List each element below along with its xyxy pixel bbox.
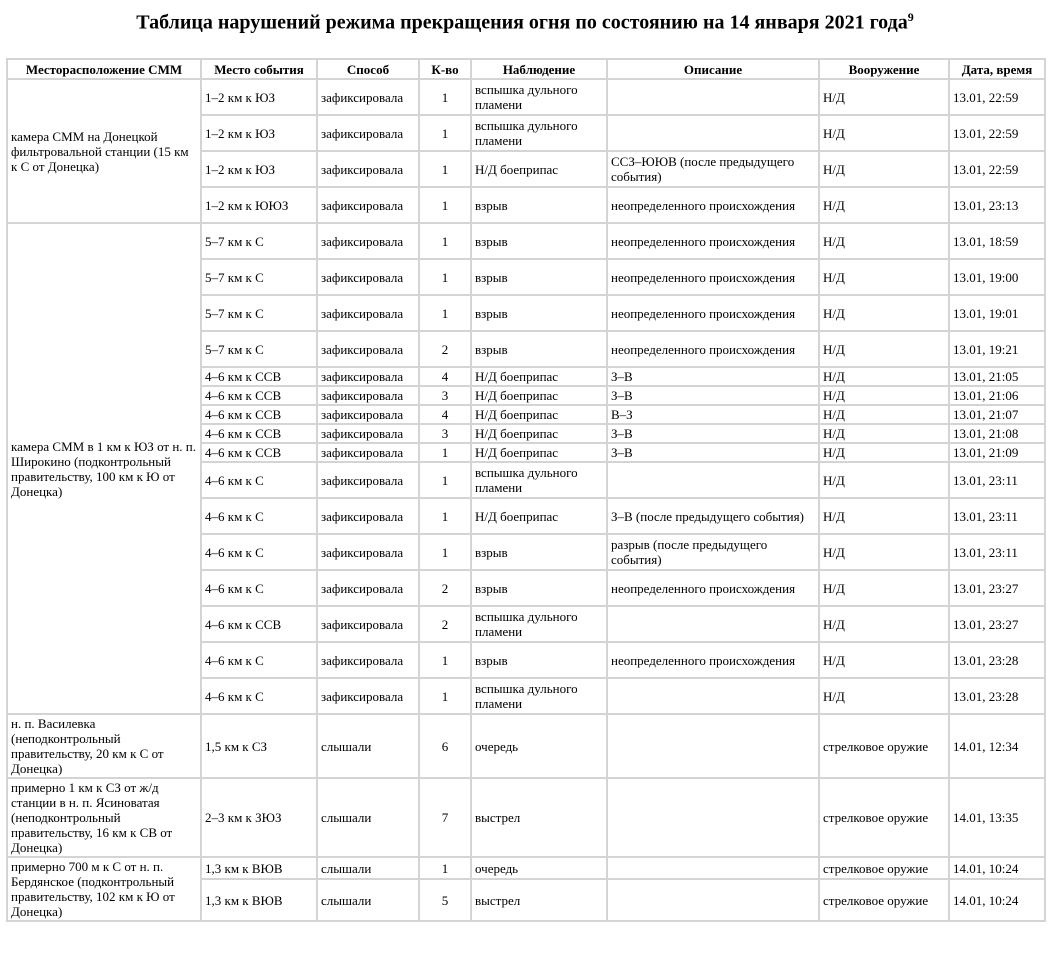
cell-weapon: Н/Д	[819, 534, 949, 570]
cell-count: 1	[419, 223, 471, 259]
cell-datetime: 13.01, 21:08	[949, 424, 1045, 443]
cell-description: неопределенного происхождения	[607, 570, 819, 606]
cell-weapon: Н/Д	[819, 678, 949, 714]
header-count: К-во	[419, 59, 471, 79]
header-row	[7, 59, 1045, 79]
cell-description: З–В	[607, 367, 819, 386]
cell-observation: взрыв	[471, 187, 607, 223]
cell-event-place: 1–2 км к ЮЗ	[201, 115, 317, 151]
cell-datetime: 13.01, 23:27	[949, 606, 1045, 642]
cell-datetime: 13.01, 22:59	[949, 151, 1045, 187]
cell-datetime: 13.01, 21:05	[949, 367, 1045, 386]
cell-observation: Н/Д боеприпас	[471, 386, 607, 405]
cell-weapon: Н/Д	[819, 295, 949, 331]
table-row	[7, 857, 1045, 879]
cell-datetime: 13.01, 23:28	[949, 642, 1045, 678]
cell-event-place: 1,5 км к СЗ	[201, 714, 317, 778]
cell-observation: взрыв	[471, 534, 607, 570]
cell-description	[607, 79, 819, 115]
cell-datetime: 14.01, 10:24	[949, 857, 1045, 879]
cell-observation: очередь	[471, 857, 607, 879]
cell-datetime: 13.01, 21:09	[949, 443, 1045, 462]
cell-event-place: 4–6 км к С	[201, 642, 317, 678]
cell-count: 2	[419, 331, 471, 367]
cell-method: зафиксировала	[317, 79, 419, 115]
cell-location: н. п. Василевка (неподконтрольный правительству, 20 км к С от Донецка)	[7, 714, 201, 778]
table-row	[7, 778, 1045, 857]
cell-method: зафиксировала	[317, 678, 419, 714]
table-row	[7, 223, 1045, 259]
cell-description: В–З	[607, 405, 819, 424]
cell-method: зафиксировала	[317, 367, 419, 386]
cell-weapon: стрелковое оружие	[819, 879, 949, 921]
cell-count: 1	[419, 534, 471, 570]
cell-count: 3	[419, 386, 471, 405]
cell-observation: взрыв	[471, 642, 607, 678]
cell-location: примерно 1 км к СЗ от ж/д станции в н. п. Ясиноватая (неподконтрольный правительству, 16 км к СВ от Донецка)	[7, 778, 201, 857]
cell-datetime: 13.01, 21:06	[949, 386, 1045, 405]
cell-event-place: 5–7 км к С	[201, 331, 317, 367]
cell-datetime: 13.01, 18:59	[949, 223, 1045, 259]
cell-count: 4	[419, 405, 471, 424]
cell-observation: Н/Д боеприпас	[471, 424, 607, 443]
cell-observation: вспышка дульного пламени	[471, 115, 607, 151]
cell-weapon: Н/Д	[819, 570, 949, 606]
cell-description: неопределенного происхождения	[607, 331, 819, 367]
cell-observation: выстрел	[471, 778, 607, 857]
cell-method: зафиксировала	[317, 151, 419, 187]
cell-description: разрыв (после предыдущего события)	[607, 534, 819, 570]
cell-description	[607, 115, 819, 151]
cell-location: камера СММ на Донецкой фильтровальной станции (15 км к С от Донецка)	[7, 79, 201, 223]
cell-method: зафиксировала	[317, 115, 419, 151]
cell-weapon: Н/Д	[819, 331, 949, 367]
cell-count: 7	[419, 778, 471, 857]
cell-description	[607, 462, 819, 498]
cell-weapon: Н/Д	[819, 424, 949, 443]
cell-observation: взрыв	[471, 331, 607, 367]
cell-method: зафиксировала	[317, 259, 419, 295]
cell-observation: вспышка дульного пламени	[471, 462, 607, 498]
cell-datetime: 13.01, 22:59	[949, 79, 1045, 115]
cell-method: слышали	[317, 778, 419, 857]
cell-method: зафиксировала	[317, 443, 419, 462]
cell-description: неопределенного происхождения	[607, 642, 819, 678]
header-description: Описание	[607, 59, 819, 79]
cell-weapon: Н/Д	[819, 79, 949, 115]
header-event-place: Место события	[201, 59, 317, 79]
cell-weapon: Н/Д	[819, 498, 949, 534]
table-row	[7, 79, 1045, 115]
cell-count: 1	[419, 259, 471, 295]
cell-count: 1	[419, 115, 471, 151]
header-method: Способ	[317, 59, 419, 79]
cell-weapon: Н/Д	[819, 115, 949, 151]
cell-method: зафиксировала	[317, 295, 419, 331]
cell-method: зафиксировала	[317, 498, 419, 534]
cell-event-place: 4–6 км к С	[201, 570, 317, 606]
cell-description: З–В (после предыдущего события)	[607, 498, 819, 534]
cell-description: неопределенного происхождения	[607, 187, 819, 223]
cell-method: зафиксировала	[317, 386, 419, 405]
cell-method: слышали	[317, 879, 419, 921]
header-datetime: Дата, время	[949, 59, 1045, 79]
cell-method: зафиксировала	[317, 331, 419, 367]
cell-count: 5	[419, 879, 471, 921]
header-weapon: Вооружение	[819, 59, 949, 79]
cell-datetime: 13.01, 19:21	[949, 331, 1045, 367]
cell-event-place: 4–6 км к С	[201, 678, 317, 714]
cell-event-place: 4–6 км к ССВ	[201, 367, 317, 386]
cell-observation: взрыв	[471, 570, 607, 606]
cell-description	[607, 714, 819, 778]
cell-method: зафиксировала	[317, 570, 419, 606]
cell-weapon: Н/Д	[819, 462, 949, 498]
cell-datetime: 13.01, 23:28	[949, 678, 1045, 714]
cell-description	[607, 678, 819, 714]
cell-description	[607, 606, 819, 642]
cell-method: зафиксировала	[317, 405, 419, 424]
cell-weapon: Н/Д	[819, 151, 949, 187]
cell-observation: вспышка дульного пламени	[471, 79, 607, 115]
cell-description: неопределенного происхождения	[607, 223, 819, 259]
cell-event-place: 4–6 км к ССВ	[201, 424, 317, 443]
table-row	[7, 714, 1045, 778]
cell-description	[607, 857, 819, 879]
cell-datetime: 13.01, 23:11	[949, 534, 1045, 570]
cell-description	[607, 778, 819, 857]
cell-count: 1	[419, 498, 471, 534]
cell-count: 1	[419, 462, 471, 498]
cell-method: зафиксировала	[317, 424, 419, 443]
cell-observation: очередь	[471, 714, 607, 778]
cell-weapon: стрелковое оружие	[819, 778, 949, 857]
cell-observation: взрыв	[471, 223, 607, 259]
cell-weapon: Н/Д	[819, 223, 949, 259]
cell-weapon: Н/Д	[819, 386, 949, 405]
cell-datetime: 14.01, 12:34	[949, 714, 1045, 778]
cell-observation: Н/Д боеприпас	[471, 151, 607, 187]
title-text: Таблица нарушений режима прекращения огня по состоянию на 14 января 2021 года	[136, 11, 908, 34]
cell-observation: вспышка дульного пламени	[471, 678, 607, 714]
cell-observation: выстрел	[471, 879, 607, 921]
cell-datetime: 13.01, 19:01	[949, 295, 1045, 331]
cell-datetime: 13.01, 23:27	[949, 570, 1045, 606]
cell-event-place: 5–7 км к С	[201, 223, 317, 259]
table-body	[7, 79, 1045, 921]
cell-weapon: Н/Д	[819, 443, 949, 462]
cell-event-place: 2–3 км к ЗЮЗ	[201, 778, 317, 857]
cell-location: камера СММ в 1 км к ЮЗ от н. п. Широкино (подконтрольный правительству, 100 км к Ю от Донецка)	[7, 223, 201, 714]
cell-observation: Н/Д боеприпас	[471, 405, 607, 424]
cell-count: 1	[419, 443, 471, 462]
cell-weapon: Н/Д	[819, 642, 949, 678]
cell-datetime: 13.01, 22:59	[949, 115, 1045, 151]
cell-event-place: 4–6 км к ССВ	[201, 443, 317, 462]
cell-weapon: Н/Д	[819, 259, 949, 295]
cell-event-place: 4–6 км к С	[201, 498, 317, 534]
cell-description: неопределенного происхождения	[607, 259, 819, 295]
header-observation: Наблюдение	[471, 59, 607, 79]
ceasefire-violations-table	[6, 58, 1046, 922]
cell-method: зафиксировала	[317, 606, 419, 642]
cell-datetime: 13.01, 23:11	[949, 498, 1045, 534]
cell-description: З–В	[607, 424, 819, 443]
cell-description	[607, 879, 819, 921]
cell-method: зафиксировала	[317, 462, 419, 498]
cell-datetime: 13.01, 21:07	[949, 405, 1045, 424]
cell-method: слышали	[317, 714, 419, 778]
cell-event-place: 4–6 км к С	[201, 462, 317, 498]
cell-datetime: 13.01, 23:13	[949, 187, 1045, 223]
cell-count: 1	[419, 79, 471, 115]
cell-method: зафиксировала	[317, 642, 419, 678]
cell-weapon: Н/Д	[819, 606, 949, 642]
cell-event-place: 5–7 км к С	[201, 259, 317, 295]
cell-count: 4	[419, 367, 471, 386]
cell-event-place: 4–6 км к ССВ	[201, 405, 317, 424]
cell-weapon: Н/Д	[819, 367, 949, 386]
cell-count: 1	[419, 857, 471, 879]
cell-method: зафиксировала	[317, 187, 419, 223]
cell-method: зафиксировала	[317, 534, 419, 570]
cell-count: 1	[419, 295, 471, 331]
cell-count: 1	[419, 187, 471, 223]
cell-event-place: 1,3 км к ВЮВ	[201, 879, 317, 921]
cell-event-place: 1,3 км к ВЮВ	[201, 857, 317, 879]
cell-observation: вспышка дульного пламени	[471, 606, 607, 642]
cell-count: 3	[419, 424, 471, 443]
cell-weapon: Н/Д	[819, 405, 949, 424]
cell-description: З–В	[607, 443, 819, 462]
cell-description: неопределенного происхождения	[607, 295, 819, 331]
cell-event-place: 4–6 км к ССВ	[201, 606, 317, 642]
cell-event-place: 4–6 км к ССВ	[201, 386, 317, 405]
cell-count: 2	[419, 570, 471, 606]
cell-event-place: 4–6 км к С	[201, 534, 317, 570]
cell-count: 6	[419, 714, 471, 778]
cell-description: ССЗ–ЮЮВ (после предыдущего события)	[607, 151, 819, 187]
cell-observation: Н/Д боеприпас	[471, 443, 607, 462]
cell-count: 1	[419, 678, 471, 714]
cell-weapon: стрелковое оружие	[819, 857, 949, 879]
cell-datetime: 14.01, 10:24	[949, 879, 1045, 921]
cell-observation: Н/Д боеприпас	[471, 367, 607, 386]
cell-method: зафиксировала	[317, 223, 419, 259]
cell-observation: взрыв	[471, 295, 607, 331]
cell-weapon: стрелковое оружие	[819, 714, 949, 778]
cell-datetime: 14.01, 13:35	[949, 778, 1045, 857]
page-title	[0, 10, 1050, 35]
cell-datetime: 13.01, 23:11	[949, 462, 1045, 498]
footnote-marker: 9	[907, 10, 914, 24]
cell-event-place: 1–2 км к ЮЮЗ	[201, 187, 317, 223]
cell-event-place: 5–7 км к С	[201, 295, 317, 331]
cell-description: З–В	[607, 386, 819, 405]
cell-event-place: 1–2 км к ЮЗ	[201, 79, 317, 115]
cell-event-place: 1–2 км к ЮЗ	[201, 151, 317, 187]
cell-count: 2	[419, 606, 471, 642]
cell-observation: взрыв	[471, 259, 607, 295]
cell-method: слышали	[317, 857, 419, 879]
cell-weapon: Н/Д	[819, 187, 949, 223]
cell-location: примерно 700 м к С от н. п. Бердянское (подконтрольный правительству, 102 км к Ю от Донецка)	[7, 857, 201, 921]
cell-count: 1	[419, 151, 471, 187]
cell-observation: Н/Д боеприпас	[471, 498, 607, 534]
cell-datetime: 13.01, 19:00	[949, 259, 1045, 295]
header-location: Месторасположение СММ	[7, 59, 201, 79]
cell-count: 1	[419, 642, 471, 678]
